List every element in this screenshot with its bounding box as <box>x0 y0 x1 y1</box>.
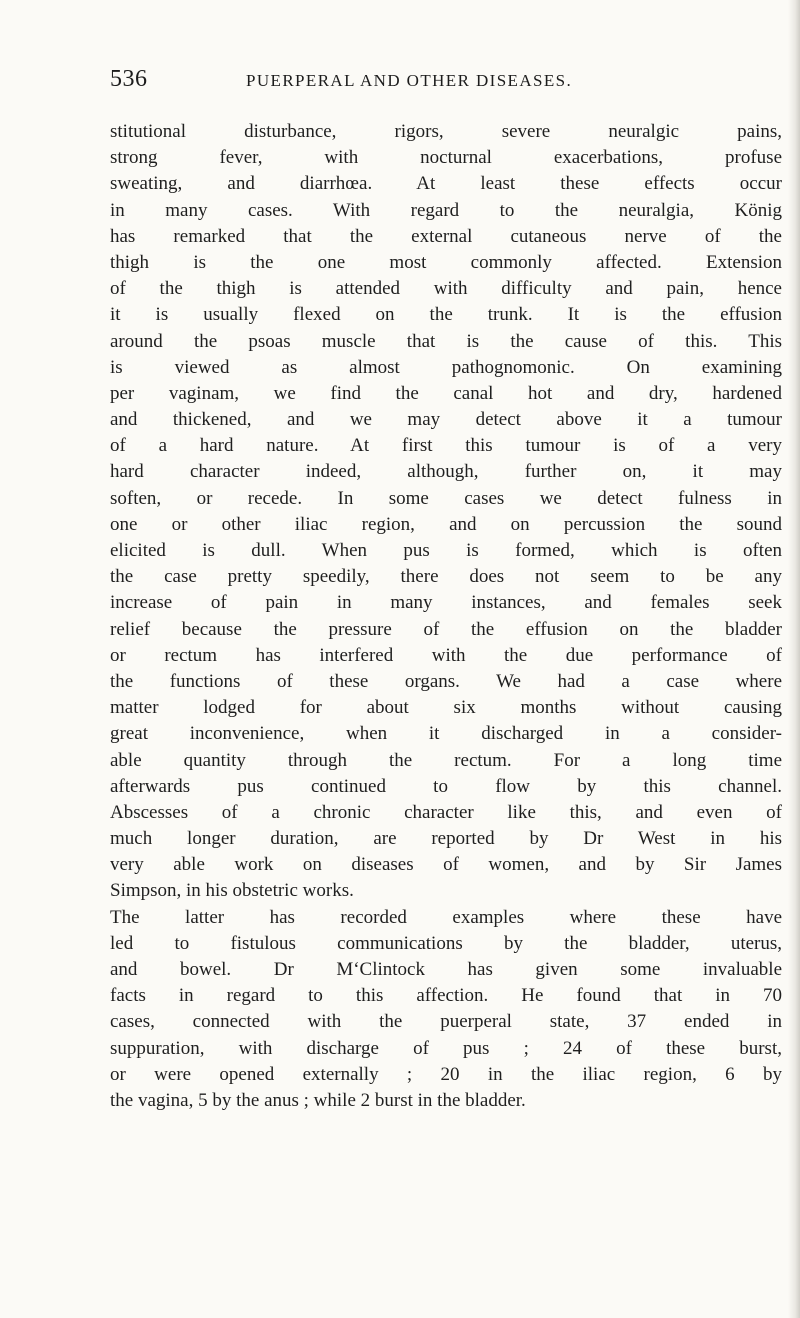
text-line: Simpson, in his obstetric works. <box>110 880 354 902</box>
text-line: able quantity through the rectum. For a long time <box>110 749 782 771</box>
text-line: or were opened externally ; 20 in the iliac region, 6 by <box>110 1063 782 1085</box>
text-line: elicited is dull. When pus is formed, which is often <box>110 540 782 561</box>
text-line: in many cases. With regard to the neuralgia, König <box>110 199 782 221</box>
text-line: and bowel. Dr M‘Clintock has given some invaluable <box>110 959 782 980</box>
text-line: of a hard nature. At first this tumour is of a very <box>110 435 782 457</box>
text-line: hard character indeed, although, further on, it may <box>110 461 782 483</box>
text-line: Abscesses of a chronic character like this, and even of <box>110 801 782 823</box>
text-line: it is usually flexed on the trunk. It is the effusion <box>110 304 782 326</box>
text-line: increase of pain in many instances, and females seek <box>110 592 782 614</box>
text-line: is viewed as almost pathognomonic. On examining <box>110 356 782 378</box>
text-line: per vaginam, we find the canal hot and dry, hardened <box>110 382 782 404</box>
text-line: the case pretty speedily, there does not seem to be any <box>110 566 782 588</box>
text-line: has remarked that the external cutaneous nerve of the <box>110 225 782 247</box>
text-line: much longer duration, are reported by Dr West in his <box>110 828 782 850</box>
page-number: 536 <box>110 66 148 92</box>
text-line: great inconvenience, when it discharged in a consider- <box>110 723 782 745</box>
text-line: or rectum has interfered with the due performance of <box>110 644 782 666</box>
body-text <box>110 119 782 1114</box>
text-line: stitutional disturbance, rigors, severe neuralgic pains, <box>110 121 782 142</box>
text-line: thigh is the one most commonly affected. Extension <box>110 251 782 273</box>
text-line: afterwards pus continued to flow by this channel. <box>110 775 782 797</box>
text-line: of the thigh is attended with difficulty and pain, hence <box>110 278 782 300</box>
text-line: and thickened, and we may detect above it a tumour <box>110 409 782 431</box>
text-line: the functions of these organs. We had a case where <box>110 670 782 692</box>
text-line: one or other iliac region, and on percussion the sound <box>110 513 782 535</box>
text-line: The latter has recorded examples where these have <box>110 906 782 928</box>
running-head: PUERPERAL AND OTHER DISEASES. <box>246 71 573 90</box>
text-line: the vagina, 5 by the anus ; while 2 burst in the bladder. <box>110 1089 526 1111</box>
text-line: cases, connected with the puerperal state, 37 ended in <box>110 1011 782 1033</box>
text-line: suppuration, with discharge of pus ; 24 of these burst, <box>110 1037 782 1059</box>
page-header <box>110 66 750 100</box>
text-line: relief because the pressure of the effusion on the bladder <box>110 618 782 640</box>
text-line: led to fistulous communications by the bladder, uterus, <box>110 932 782 954</box>
text-line: facts in regard to this affection. He found that in 70 <box>110 985 782 1007</box>
text-line: very able work on diseases of women, and by Sir James <box>110 854 782 876</box>
text-line: strong fever, with nocturnal exacerbations, profuse <box>110 147 782 169</box>
text-line: matter lodged for about six months without causing <box>110 697 782 719</box>
text-line: sweating, and diarrhœa. At least these effects occur <box>110 173 782 195</box>
page-edge-shadow <box>788 0 800 1318</box>
text-line: around the psoas muscle that is the cause of this. This <box>110 330 782 352</box>
text-line: soften, or recede. In some cases we detect fulness in <box>110 487 782 509</box>
